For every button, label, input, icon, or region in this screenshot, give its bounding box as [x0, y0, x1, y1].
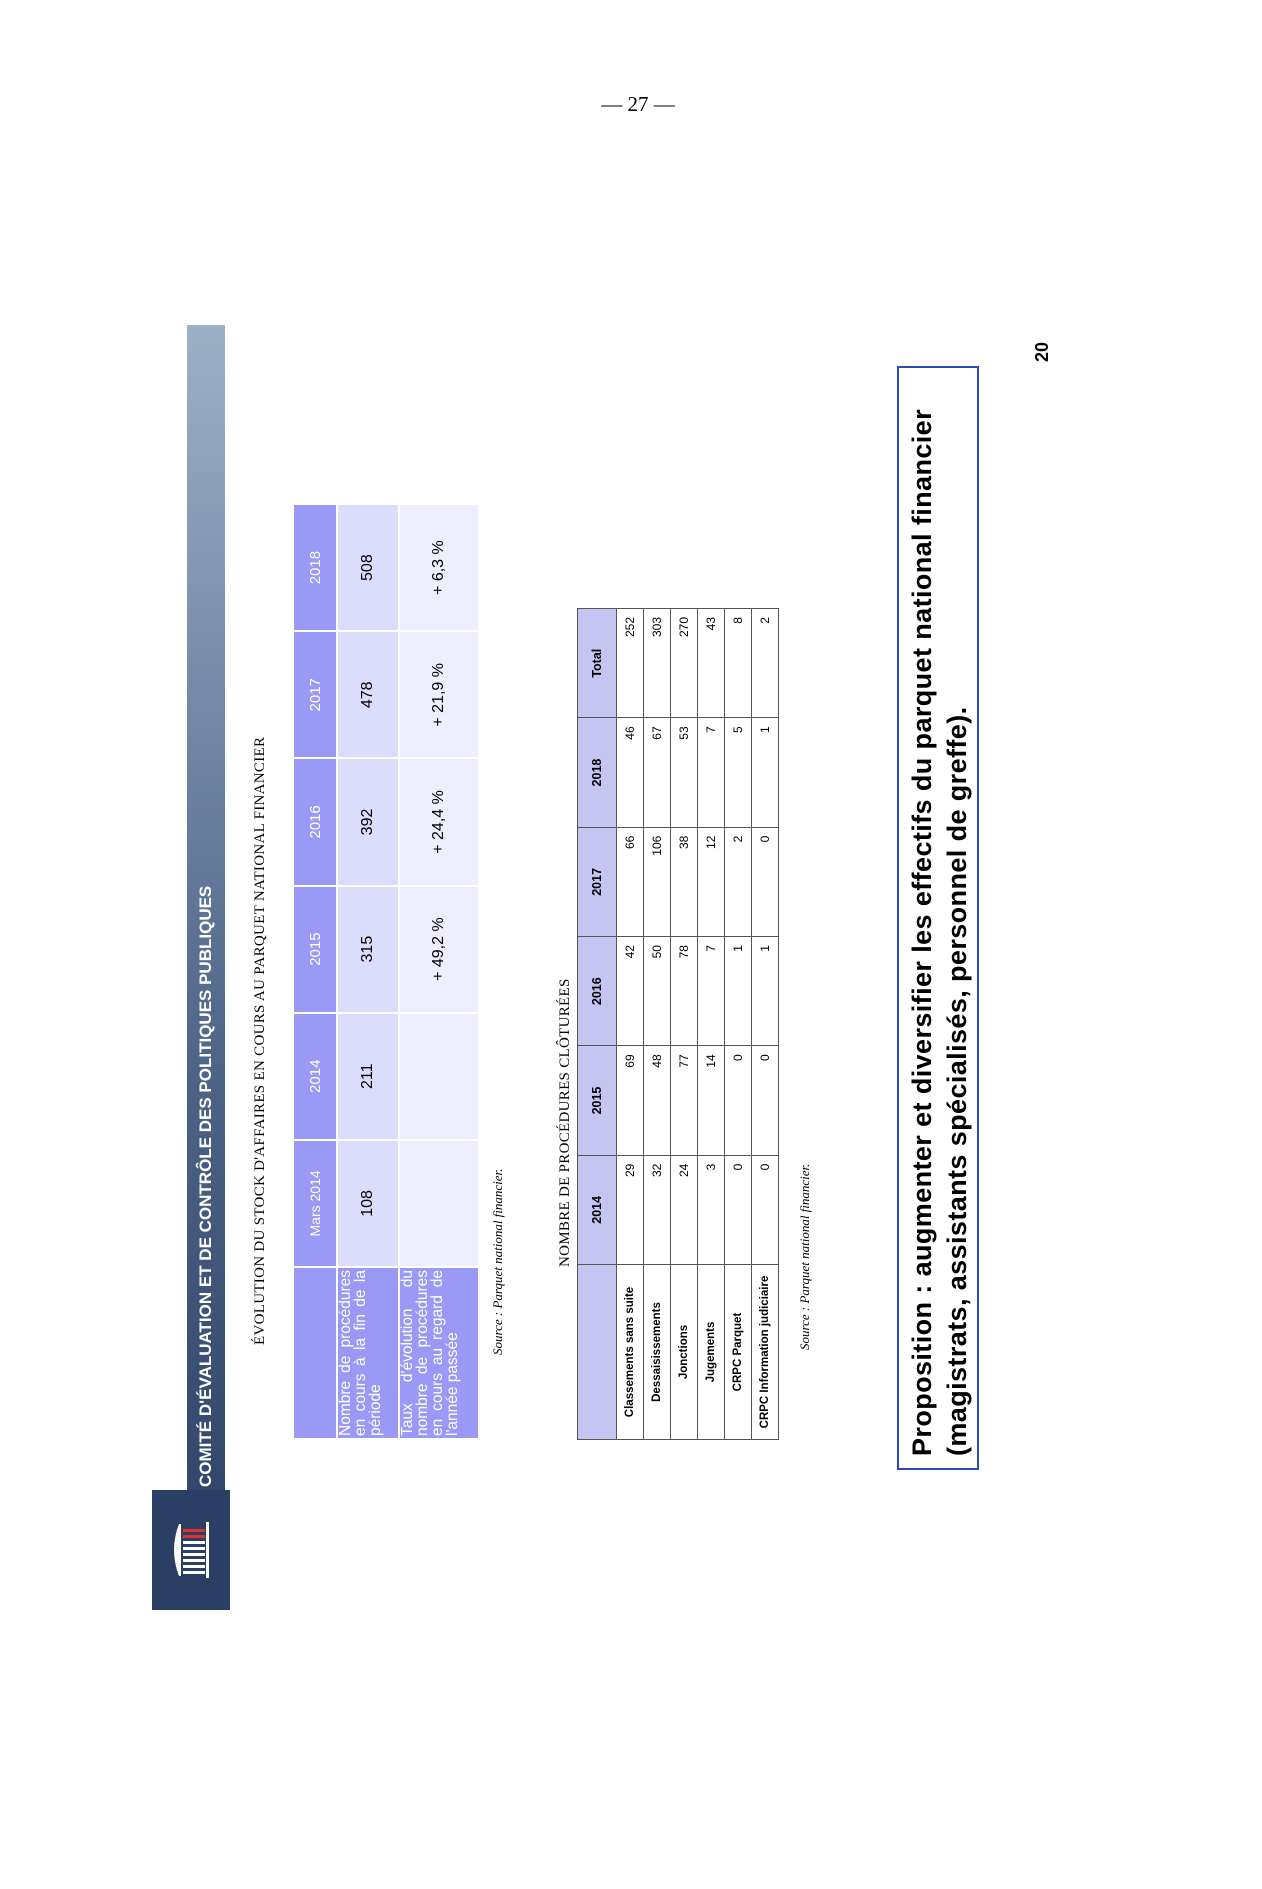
- stock-section-title: ÉVOLUTION DU STOCK D'AFFAIRES EN COURS AU PARQUET NATIONAL FINANCIER: [252, 736, 268, 1345]
- stock-header-cell: 2016: [294, 759, 336, 884]
- clotures-cell: 50: [644, 937, 671, 1046]
- clotures-section-title: NOMBRE DE PROCÉDURES CLÔTURÉES: [557, 978, 573, 1267]
- stock-header-row: [294, 505, 336, 1438]
- clotures-cell: 14: [698, 1046, 725, 1155]
- clotures-cell: 7: [698, 937, 725, 1046]
- clotures-cell: 0: [752, 827, 779, 936]
- stock-header-cell: 2017: [294, 632, 336, 757]
- stock-header-cell: 2014: [294, 1014, 336, 1139]
- clotures-cell: 42: [617, 937, 644, 1046]
- stock-row-rate: [400, 505, 478, 1438]
- stock-cell: 392: [338, 759, 398, 884]
- clotures-header-cell: Total: [578, 609, 617, 718]
- stock-cell: 108: [338, 1141, 398, 1266]
- stock-header-empty: [294, 1268, 336, 1438]
- stock-cell: 478: [338, 632, 398, 757]
- stock-cell: [400, 1014, 478, 1139]
- clotures-cell: 5: [725, 718, 752, 827]
- page-number: — 27 —: [601, 92, 675, 116]
- clotures-cell: 8: [725, 609, 752, 718]
- clotures-cell: 7: [698, 718, 725, 827]
- clotures-cell: 106: [644, 827, 671, 936]
- slide-number: 20: [1032, 341, 1052, 362]
- banner-title: COMITÉ D'ÉVALUATION ET DE CONTRÔLE DES POLITIQUES PUBLIQUES: [196, 885, 215, 1487]
- stock-cell: + 24,4 %: [400, 759, 478, 884]
- clotures-header-cell: 2016: [578, 937, 617, 1046]
- clotures-header-row: [578, 609, 617, 1440]
- clotures-cell: 78: [671, 937, 698, 1046]
- stock-cell: + 21,9 %: [400, 632, 478, 757]
- clotures-cell: 1: [752, 937, 779, 1046]
- clotures-header-cell: 2017: [578, 827, 617, 936]
- clotures-cell: 1: [752, 718, 779, 827]
- clotures-cell: 252: [617, 609, 644, 718]
- clotures-header-cell: 2018: [578, 718, 617, 827]
- table-row: [671, 609, 698, 1440]
- clotures-cell: 69: [617, 1046, 644, 1155]
- table-row: [644, 609, 671, 1440]
- stock-row-count: [338, 505, 398, 1438]
- stock-cell: [400, 1141, 478, 1266]
- proposal-box: Proposition : augmenter et diversifier les effectifs du parquet national financier (magistrats, assistants spécialisés, personnel de greffe).: [897, 366, 979, 1470]
- clotures-row-label: Jonctions: [671, 1265, 698, 1440]
- clotures-cell: 12: [698, 827, 725, 936]
- table-row: [752, 609, 779, 1440]
- clotures-cell: 29: [617, 1155, 644, 1264]
- stock-cell: 508: [338, 505, 398, 630]
- clotures-row-label: Dessaisissements: [644, 1265, 671, 1440]
- table-row: [698, 609, 725, 1440]
- assemblee-nationale-logo-icon: [152, 1490, 230, 1610]
- stock-header-cell: Mars 2014: [294, 1141, 336, 1266]
- clotures-cell: 46: [617, 718, 644, 827]
- clotures-header-cell: [578, 1265, 617, 1440]
- clotures-table: [577, 608, 779, 1440]
- stock-cell: + 49,2 %: [400, 887, 478, 1012]
- stock-header-cell: 2015: [294, 887, 336, 1012]
- clotures-source: Source : Parquet national financier.: [797, 1163, 812, 1350]
- stock-cell: 315: [338, 887, 398, 1012]
- stock-row-label: Nombre de procédures en cours à la fin de la période: [338, 1268, 398, 1438]
- clotures-cell: 0: [725, 1046, 752, 1155]
- clotures-cell: 77: [671, 1046, 698, 1155]
- clotures-cell: 1: [725, 937, 752, 1046]
- clotures-cell: 67: [644, 718, 671, 827]
- stock-cell: 211: [338, 1014, 398, 1139]
- clotures-cell: 24: [671, 1155, 698, 1264]
- clotures-cell: 0: [752, 1046, 779, 1155]
- clotures-row-label: CRPC Parquet: [725, 1265, 752, 1440]
- clotures-cell: 48: [644, 1046, 671, 1155]
- clotures-cell: 53: [671, 718, 698, 827]
- clotures-header-cell: 2015: [578, 1046, 617, 1155]
- committee-banner: [187, 325, 225, 1610]
- stock-cell: + 6,3 %: [400, 505, 478, 630]
- stock-header-cell: 2018: [294, 505, 336, 630]
- clotures-cell: 32: [644, 1155, 671, 1264]
- clotures-row-label: Jugements: [698, 1265, 725, 1440]
- clotures-row-label: Classements sans suite: [617, 1265, 644, 1440]
- clotures-row-label: CRPC Information judiciaire: [752, 1265, 779, 1440]
- table-row: [617, 609, 644, 1440]
- clotures-header-cell: 2014: [578, 1155, 617, 1264]
- clotures-cell: 2: [752, 609, 779, 718]
- clotures-cell: 0: [725, 1155, 752, 1264]
- clotures-cell: 43: [698, 609, 725, 718]
- clotures-cell: 270: [671, 609, 698, 718]
- stock-table: [292, 503, 480, 1440]
- clotures-cell: 2: [725, 827, 752, 936]
- clotures-cell: 0: [752, 1155, 779, 1264]
- stock-row-label: Taux d'évolution du nombre de procédures en cours au regard de l'année passée: [400, 1268, 478, 1438]
- table-row: [725, 609, 752, 1440]
- clotures-cell: 38: [671, 827, 698, 936]
- rotated-slide: [152, 325, 1072, 1610]
- clotures-cell: 3: [698, 1155, 725, 1264]
- clotures-cell: 303: [644, 609, 671, 718]
- clotures-cell: 66: [617, 827, 644, 936]
- stock-source: Source : Parquet national financier.: [490, 1168, 505, 1355]
